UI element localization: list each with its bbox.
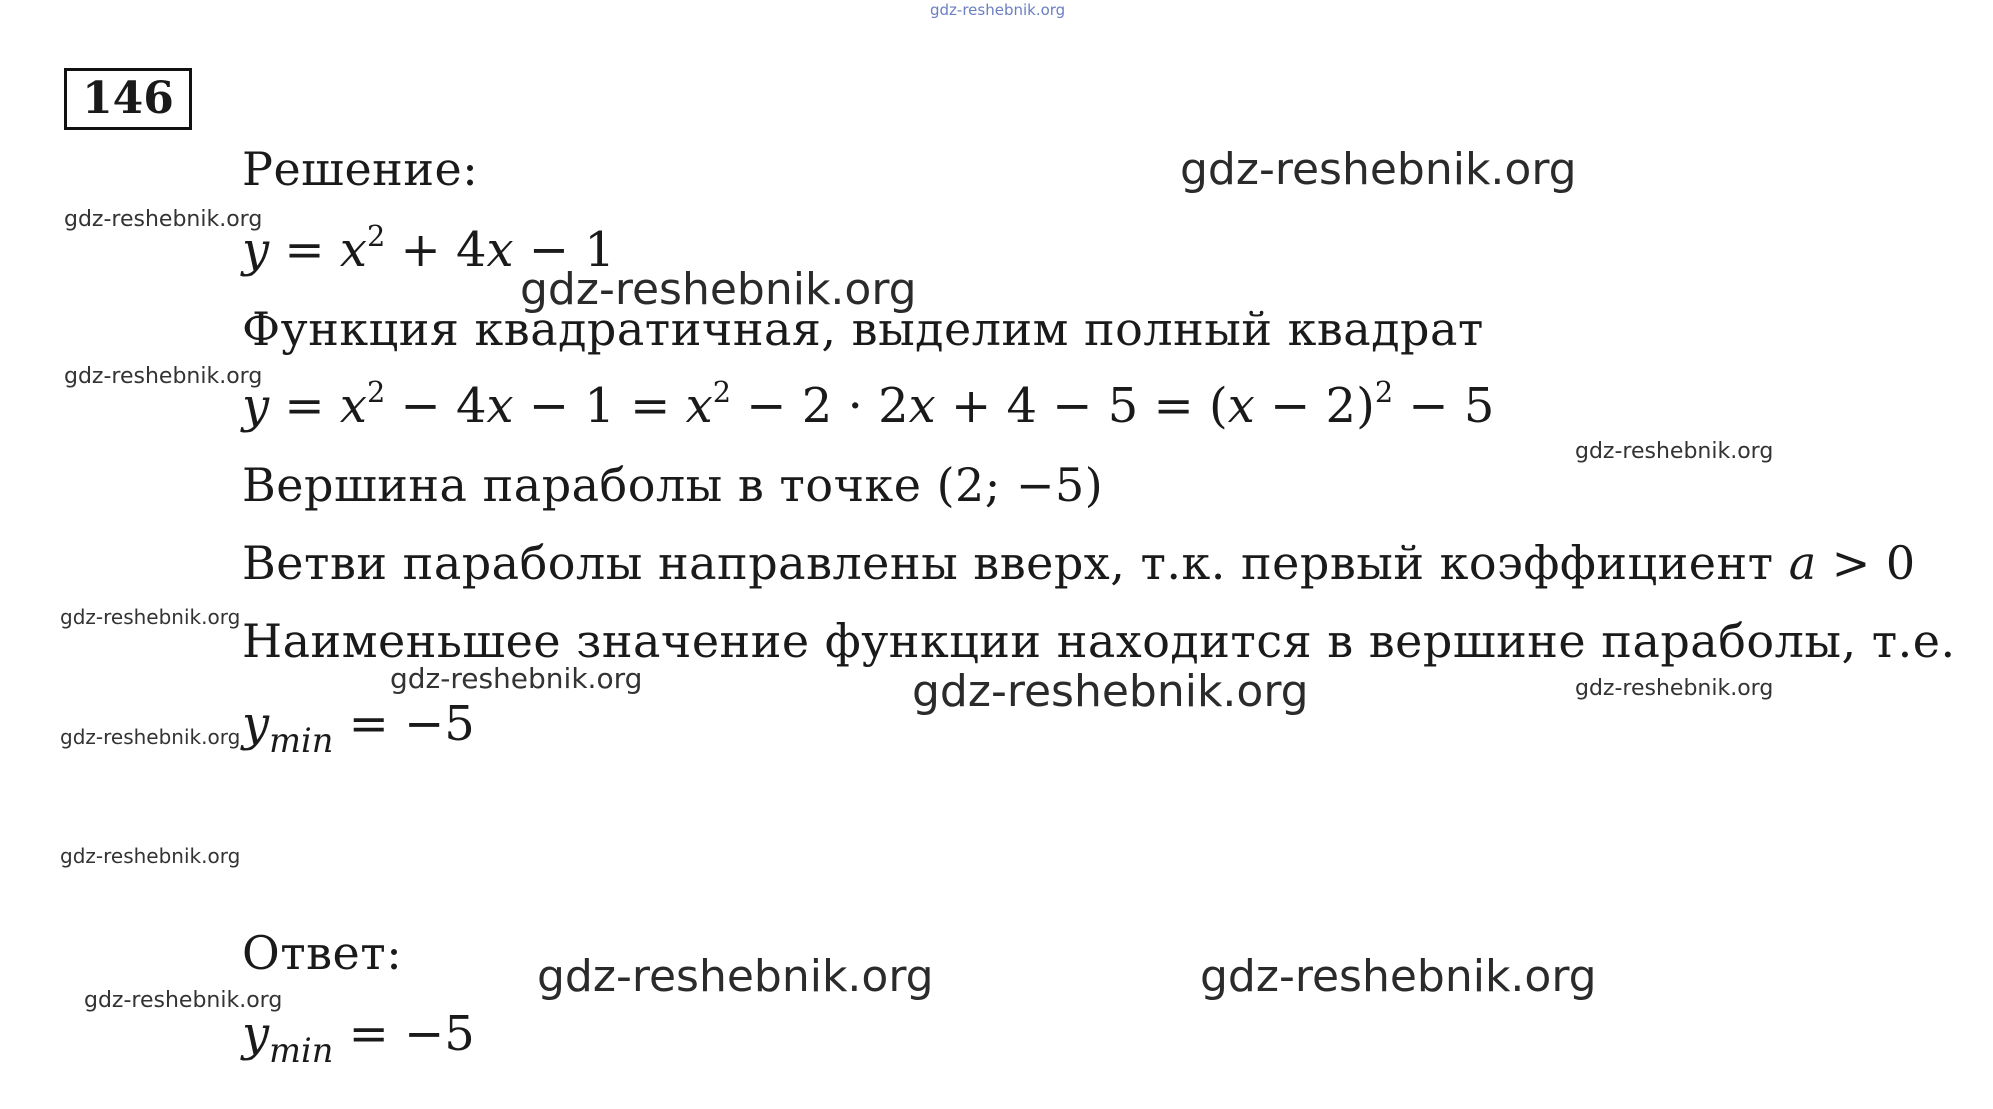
line-quadratic: Функция квадратичная, выделим полный квадрат — [242, 302, 1484, 356]
watermark-14: gdz-reshebnik.org — [84, 988, 283, 1013]
ymin1-sub: min — [269, 720, 334, 760]
line-branches-tail: > 0 — [1816, 536, 1916, 590]
watermark-13: gdz-reshebnik.org — [1200, 951, 1597, 1002]
eq2-x2: x — [486, 378, 514, 434]
eq2-x1: x — [339, 378, 367, 434]
eq1-pow: 2 — [366, 218, 386, 253]
watermark-12: gdz-reshebnik.org — [537, 951, 934, 1002]
ymin-result-1 — [242, 696, 475, 760]
eq1-y: y — [242, 222, 270, 278]
eq2-p1: = — [269, 378, 340, 434]
watermark-top: gdz-reshebnik.org — [930, 1, 1066, 19]
line-min: Наименьшее значение функции находится в вершине параболы, т.е. — [242, 614, 1956, 668]
eq2-s3: 2 — [1374, 374, 1394, 409]
watermark-1: gdz-reshebnik.org — [1180, 144, 1577, 195]
watermark-7: gdz-reshebnik.org — [390, 662, 643, 695]
eq2-x5: x — [1227, 378, 1255, 434]
equation-2 — [242, 374, 1495, 434]
watermark-6: gdz-reshebnik.org — [60, 605, 241, 629]
eq2-x3: x — [685, 378, 713, 434]
eq1-x: x — [339, 222, 367, 278]
eq2-p6: − 2) — [1254, 378, 1375, 434]
problem-number: 146 — [64, 68, 192, 130]
line-branches-a: a — [1788, 536, 1817, 590]
line-vertex: Вершина параболы в точке (2; −5) — [242, 458, 1104, 512]
eq2-s1: 2 — [366, 374, 386, 409]
eq2-p4: − 2 · 2 — [731, 378, 909, 434]
eq2-p2: − 4 — [385, 378, 487, 434]
line-branches-text: Ветви параболы направлены вверх, т.к. первый коэффициент — [242, 536, 1789, 590]
watermark-4: gdz-reshebnik.org — [64, 364, 263, 389]
ymin1-y: y — [242, 696, 270, 752]
eq2-y: y — [242, 378, 270, 434]
ymin-result-2 — [242, 1006, 475, 1070]
ymin2-rest: = −5 — [333, 1006, 475, 1062]
watermark-8: gdz-reshebnik.org — [912, 666, 1309, 717]
watermark-11: gdz-reshebnik.org — [60, 844, 241, 868]
eq2-p5: + 4 − 5 = ( — [935, 378, 1228, 434]
watermark-3: gdz-reshebnik.org — [520, 264, 917, 315]
answer-label: Ответ: — [242, 926, 403, 980]
line-branches — [242, 536, 1916, 590]
eq1-rest-a: + 4 — [385, 222, 487, 278]
solution-label: Решение: — [242, 142, 479, 196]
eq1-x2: x — [486, 222, 514, 278]
ymin1-rest: = −5 — [333, 696, 475, 752]
eq1-eq: = — [269, 222, 340, 278]
watermark-10: gdz-reshebnik.org — [60, 725, 241, 749]
eq2-x4: x — [908, 378, 936, 434]
ymin2-y: y — [242, 1006, 270, 1062]
watermark-5: gdz-reshebnik.org — [1575, 439, 1774, 464]
eq1-rest-b: − 1 — [513, 222, 615, 278]
watermark-9: gdz-reshebnik.org — [1575, 676, 1774, 701]
eq2-p7: − 5 — [1393, 378, 1495, 434]
watermark-2: gdz-reshebnik.org — [64, 207, 263, 232]
eq2-s2: 2 — [712, 374, 732, 409]
ymin2-sub: min — [269, 1030, 334, 1070]
eq2-p3: − 1 = — [513, 378, 686, 434]
